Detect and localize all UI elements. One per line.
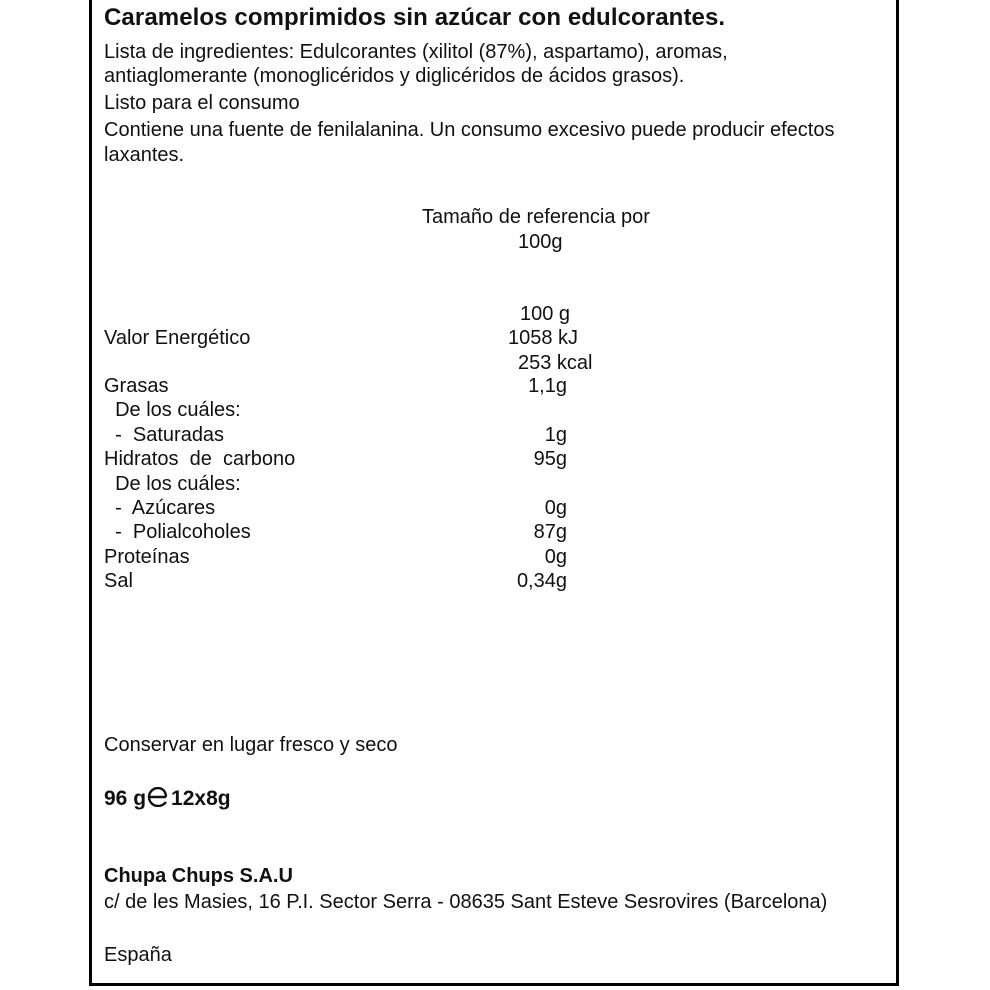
- company-name: Chupa Chups S.A.U: [104, 865, 293, 887]
- nutrition-row-value: 87g: [533, 521, 567, 543]
- nutrition-row-value: 0g: [544, 546, 567, 568]
- ingredients-line-2: antiaglomerante (monoglicéridos y diglicéridos de ácidos grasos).: [104, 65, 685, 87]
- storage-instructions: Conservar en lugar fresco y seco: [104, 734, 398, 756]
- nutrition-row-label: Sal: [104, 570, 133, 592]
- reference-size-line-2: 100g: [518, 231, 563, 253]
- nutrition-row-value: 1,1g: [528, 375, 567, 397]
- nutrition-row-label: Proteínas: [104, 546, 190, 568]
- company-country: España: [104, 944, 172, 966]
- product-title: Caramelos comprimidos sin azúcar con edulcorantes.: [104, 4, 726, 31]
- nutrition-row-value: 0g: [544, 497, 567, 519]
- nutrition-row-value: 1g: [544, 424, 567, 446]
- reference-size-line-1: Tamaño de referencia por: [422, 206, 650, 228]
- e-mark-icon: [147, 787, 169, 807]
- company-address: c/ de les Masies, 16 P.I. Sector Serra - 08635 Sant Esteve Sesrovires (Barcelona): [104, 891, 828, 913]
- ingredients-line-1: Lista de ingredientes: Edulcorantes (xilitol (87%), aspartamo), aromas,: [104, 41, 728, 63]
- energy-kcal-value: 253 kcal: [518, 352, 593, 374]
- nutrition-row-label: - Azúcares: [104, 497, 216, 519]
- nutrition-row-label: Grasas: [104, 375, 169, 397]
- ready-to-eat-text: Listo para el consumo: [104, 92, 300, 114]
- warning-line-1: Contiene una fuente de fenilalanina. Un consumo excesivo puede producir efectos: [104, 119, 835, 141]
- nutrition-row-label: Hidratos de carbono: [104, 448, 296, 470]
- net-quantity: [104, 787, 231, 811]
- nutrition-column-header: 100 g: [520, 303, 571, 325]
- nutrition-row-label: - Polialcoholes: [104, 521, 251, 543]
- nutrition-row-label: De los cuáles:: [104, 399, 241, 421]
- nutrition-row-value: 0,34g: [516, 570, 567, 592]
- nutrition-row-label: - Saturadas: [104, 424, 225, 446]
- nutrition-row-label: De los cuáles:: [104, 473, 241, 495]
- energy-label: Valor Energético: [104, 327, 251, 349]
- nutrition-row-value: 95g: [533, 448, 567, 470]
- net-weight: 96 g: [104, 787, 147, 810]
- pack-composition: 12x8g: [171, 787, 231, 810]
- warning-line-2: laxantes.: [104, 144, 185, 166]
- energy-kj-value: 1058 kJ: [508, 327, 579, 349]
